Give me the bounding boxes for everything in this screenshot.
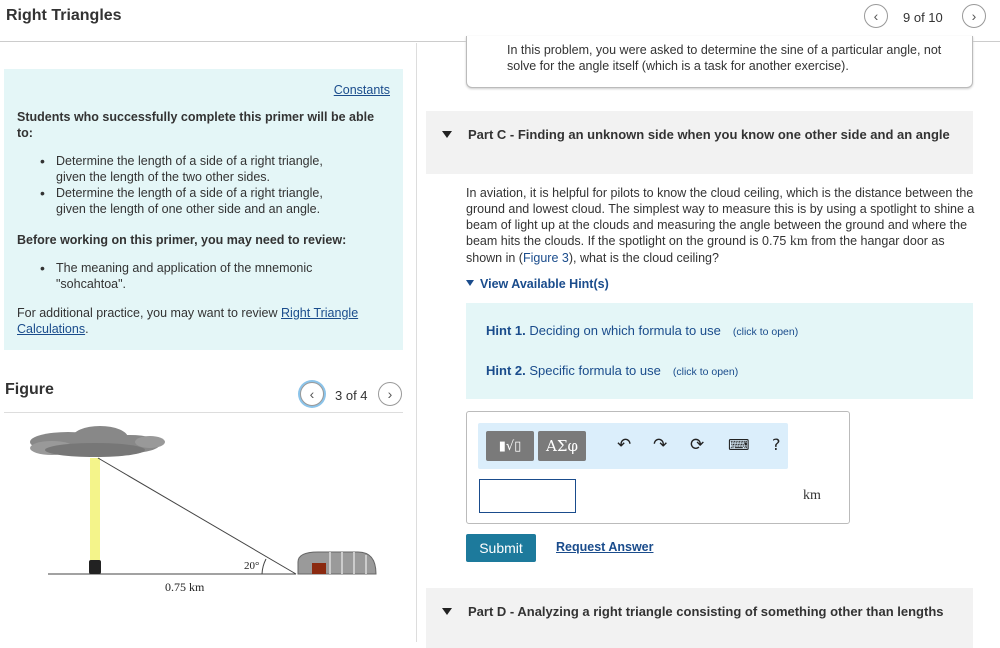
cloud	[30, 426, 165, 457]
submit-button[interactable]: Submit	[466, 534, 536, 562]
figure-divider	[4, 412, 403, 413]
answer-input[interactable]	[479, 479, 576, 513]
part-c-title: Part C - Finding an unknown side when you know one other side and an angle	[468, 127, 950, 142]
chevron-left-icon: ‹	[873, 8, 879, 24]
figure-next-button[interactable]	[378, 382, 402, 406]
chevron-right-icon: ›	[971, 8, 977, 24]
next-item-button[interactable]	[962, 4, 986, 28]
primer-panel	[4, 69, 403, 350]
right-triangle-calculations-link[interactable]: Right Triangle Calculations	[17, 306, 359, 336]
constants-link[interactable]: Constants	[333, 83, 390, 97]
hints-box	[466, 303, 973, 399]
question-text: In aviation, it is helpful for pilots to know the cloud ceiling, which is the distance between the ground and lowest cloud. The simplest way to measure this is by using a spotlight to shine a beam of light up at the clouds and measuring the angle between the ground and where the beam hits the clouds. If the spotlight on the ground is 0.75 km from the hangar door as shown in (Figure 3), what is the cloud ceiling?	[466, 186, 975, 265]
undo-icon[interactable]: ↶	[617, 435, 632, 455]
column-divider	[416, 43, 417, 642]
note-box	[466, 36, 973, 88]
sight-line	[98, 458, 296, 574]
chevron-left-icon: ‹	[309, 386, 315, 402]
list-item: • Determine the length of a side of a right triangle, given the length of one other side and an angle.	[38, 185, 338, 217]
part-d-header[interactable]	[426, 588, 973, 648]
figure-3-link[interactable]: Figure 3	[522, 251, 569, 265]
math-toolbar	[478, 423, 788, 469]
request-answer-link[interactable]: Request Answer	[556, 540, 654, 554]
review-list	[38, 260, 328, 292]
list-item: • The meaning and application of the mnemonic "sohcahtoa".	[38, 260, 328, 292]
reset-icon[interactable]: ⟳	[690, 435, 705, 455]
figure-counter: 3 of 4	[335, 388, 368, 403]
hangar	[298, 552, 376, 574]
hint-2[interactable]: Hint 2. Specific formula to use (click to open)	[486, 363, 739, 378]
list-item: • Determine the length of a side of a right triangle, given the length of the two other sides.	[38, 153, 338, 185]
symbols-button[interactable]: ΑΣφ	[538, 431, 586, 461]
templates-button[interactable]: ▮√▯	[486, 431, 534, 461]
objectives-list	[38, 153, 338, 217]
hint-1[interactable]: Hint 1. Deciding on which formula to use (click to open)	[486, 323, 799, 338]
review-heading: Before working on this primer, you may need to review:	[17, 233, 347, 247]
chevron-right-icon: ›	[387, 386, 393, 402]
answer-unit: km	[803, 488, 821, 503]
answer-area	[466, 411, 850, 524]
caret-down-icon	[466, 280, 474, 286]
note-text: In this problem, you were asked to determine the sine of a particular angle, not solve for the angle itself (which is a task for another exercise).	[507, 43, 942, 73]
redo-icon[interactable]: ↷	[653, 435, 668, 455]
part-c-header[interactable]	[426, 111, 973, 174]
figure-prev-button[interactable]	[300, 382, 324, 406]
view-hints-link[interactable]: View Available Hint(s)	[466, 277, 609, 291]
help-icon[interactable]: ?	[772, 435, 781, 454]
angle-label: 20°	[244, 560, 260, 572]
spotlight	[89, 560, 101, 574]
item-counter: 9 of 10	[903, 10, 943, 25]
keyboard-icon[interactable]: ⌨	[728, 436, 750, 454]
angle-arc	[262, 559, 266, 574]
prev-item-button[interactable]	[864, 4, 888, 28]
figure-title: Figure	[5, 381, 54, 398]
light-beam	[90, 458, 100, 562]
page-title: Right Triangles	[6, 7, 122, 24]
distance-label: 0.75 km	[165, 580, 205, 594]
practice-text: For additional practice, you may want to review Right Triangle Calculations.	[17, 306, 359, 336]
part-d-title: Part D - Analyzing a right triangle consisting of something other than lengths	[468, 604, 944, 619]
objectives-heading: Students who successfully complete this primer will be able to:	[17, 110, 375, 140]
figure-illustration	[0, 420, 410, 610]
